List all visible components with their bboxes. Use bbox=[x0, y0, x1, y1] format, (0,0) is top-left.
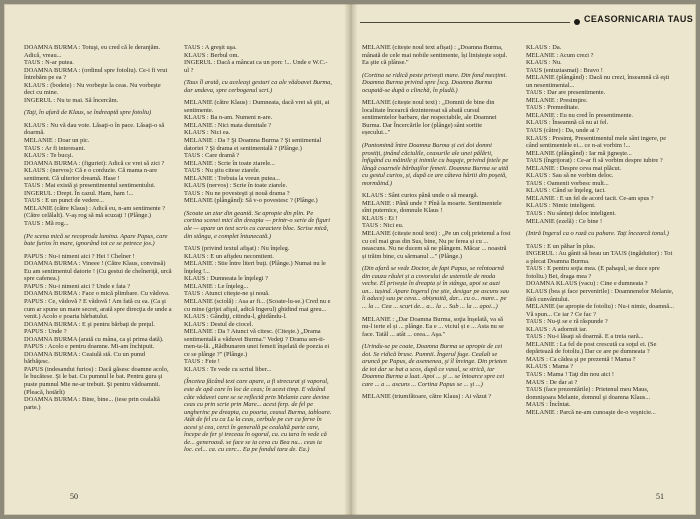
script-line: MELANIE (ezelă) : Ce bine ! bbox=[526, 217, 603, 225]
script-line: TAUS (îngrijorat) : Ce-ar fi să vorbim despre iubire ? bbox=[526, 157, 663, 165]
script-line: TAUS : Care dramă ? bbox=[184, 152, 240, 160]
script-line: (Pantomimă între Doamna Burma și cei doi domni prostiți, ţinând căciulile, ceasurile ale unei pălării, înfigând cu mâinile şi inimile cu bagaje, privind fetele pe lângă coarnele bărbaţilor femeii. Doamna Burma se uită cu gestul curios, și, după ce are câteva hârtii din poşetă, mormăind.) bbox=[362, 142, 509, 187]
script-line: MELANIE : Acum crezi ? bbox=[526, 51, 594, 59]
script-line: KLAUS : Ei ! bbox=[362, 214, 398, 222]
script-line: TAUS (face prezentările) : Prietenul meu Maus, domnişoara Melanie, domnul şi doamna Klaus... bbox=[526, 386, 651, 401]
script-line: TAUS : A greşit uşa. bbox=[184, 44, 237, 51]
left-page-column-1 bbox=[24, 44, 172, 411]
script-line: KLAUS : Destul de ciocel. bbox=[184, 320, 254, 328]
script-line: TAUS : Mai există şi presentimentul sentimentului. bbox=[24, 182, 156, 190]
script-line: KLAUS (bea şi face pervenirile) : Doamnenelor Melanie, fără cunvântului. bbox=[526, 287, 674, 303]
script-line: TAUS (privind textul afişat) : Nu înţeleg. bbox=[184, 245, 290, 253]
left-page bbox=[4, 4, 348, 515]
script-line: TAUS (către) : Da, unde ai ? bbox=[526, 127, 600, 135]
script-line: KLAUS : (nervos): Că e o confuzie. Că mama n-are sentiment. Că ulterior dreamă. Hase ! bbox=[24, 167, 158, 182]
script-line: DOAMNA BURMA : Vineee ! (Către Klaus, convinsă) Eu am sentimentul datorie ! (Cu gestui de chelneriţă, urcă spre cafenea.) bbox=[24, 260, 172, 283]
script-line: KLAUS : Nimic inteligent. bbox=[526, 202, 596, 210]
script-line: TAUS : Nu ne povesteşti şi nouă drama ? bbox=[184, 189, 290, 197]
script-line: MELANIE : Până unde ? Pînă la moarte. Sentimentele sînt puternice, domnule Klaus ! bbox=[362, 199, 502, 215]
script-line: KLAUS : Nu vă dau voie. Lăsaţi-o în pace. Lăsaţi-o să doarmă. bbox=[24, 121, 165, 137]
script-line: MAUS : Ca cădea şi pe prezentă ! Mama ? bbox=[526, 355, 636, 363]
script-line: INGERUL : Dacă a mâncat ca un porc !... Unde e W.C.-ul ? bbox=[184, 59, 328, 74]
script-line: MELANIE (plângând) : Iar mă jigneşte... bbox=[526, 149, 632, 157]
script-line: MELANIE : Presimţire. bbox=[526, 96, 588, 104]
script-line: MELANIE : Da ? Atunci vă citesc. (Citeşte.) „Drama sentimentală a văduvei Burma." Vedeţi ? Drama sen-ti-men-ta-lă. „Rădbunaren unei femeii înşelată de poezia ei ce se plânge ?" (Plânge.) bbox=[184, 328, 330, 358]
script-line: (Urindu-se pe coate, Doamna Burma se apropie de cei doi. Se ridică brusc. Pumnii. Îngerul fuge. Cealalt se aruncă pe Papus, de asemenea, şi îl învinge. Din prieten de tot dar se bat a scos, după ce vasul, se strică, iar Doamna Burma a luat. Apoi ... şi ... se întoarce spre cei care ... a ... ascuns ... Cortina Papus se ... şi ...) bbox=[362, 343, 507, 388]
script-line: KLAUS (nervos) : Scrie în toate ziarele. bbox=[184, 182, 288, 190]
script-line: MELANIE : Nici mata dumitale ? bbox=[184, 121, 272, 129]
script-line: MELANIE : Parcă ne-am cunoaşte de-o veşnicie... bbox=[526, 408, 656, 416]
script-line: MELANIE : Da ? Şi Doamna Burma ? Şi sentimental datoriei ? Şi drama ei sentimentală ? (Plânge.) bbox=[184, 137, 322, 152]
script-line: KLAUS : Te vede cu scriul liber... bbox=[184, 365, 272, 373]
script-line: TAUS : Nu sânteţi deloc inteligent. bbox=[526, 210, 617, 218]
script-line: KLAUS : Dumneata le înţelegi ? bbox=[184, 275, 268, 283]
script-line: DOAMNA BURMA (arată cu mâna, ca şi prima dată). bbox=[24, 335, 164, 343]
left-page-column-2 bbox=[184, 44, 332, 454]
script-line: TAUS : E un punct de vedere... bbox=[24, 197, 104, 205]
right-page-column-1 bbox=[362, 44, 512, 401]
script-line: (Taţi, în afară de Klaus, se îndreaptă spre fotoliu) bbox=[24, 109, 152, 117]
script-line: MELANIE (către Klaus) : Adică eu, n-am sentimente ? (Către celălalt). V-aş rog să mă scuzaţi ! (Plânge.) bbox=[24, 204, 166, 220]
left-page-number: 50 bbox=[70, 492, 78, 501]
script-line: TAUS : Premeditate. bbox=[526, 104, 580, 112]
right-page-number: 51 bbox=[656, 492, 664, 501]
script-line: MELANIE : Stie între literi buţi. (Plânge.) Numai nu le înţeleg !... bbox=[184, 260, 326, 275]
script-line: MELANIE : Despre ceva mai plăcut. bbox=[526, 164, 622, 172]
script-line: (Taus îl arată, cu aceleaşi gesturi ca ale vădoavei Burma, dar undeva, spre cerbogenul scri.) bbox=[184, 79, 332, 94]
right-page-column-2 bbox=[526, 44, 676, 416]
script-line: KLAUS : Presimţ. Presentimentul mele sânt ingere, pe când sentimentele ei... ce n-ai vorbim !... bbox=[526, 134, 667, 150]
script-line: TAUS : Mama ! Taţi din nou aici ! bbox=[526, 370, 615, 378]
script-line: DOAMNA BURMA : Totuşi, eu cred că le deranjăm. Adică, vreau... bbox=[24, 44, 161, 59]
script-line: DOAMNA BURMA : Bine, bine... (iese prin cealaltă parte.) bbox=[24, 396, 160, 411]
header-rule bbox=[360, 22, 570, 23]
script-line: DOAMNA BURMA : (figuriet): Adică ce vrei să zici ? bbox=[24, 159, 165, 167]
script-line: MELANIE : Scrie în toate ziarele... bbox=[184, 159, 275, 167]
script-line: MELANIE : Doar un pic. bbox=[24, 137, 90, 145]
script-line: TAUS : Oamenii vorbesc mult... bbox=[526, 179, 609, 187]
script-line: KLAUS : E un afişdeu necomitent. bbox=[184, 252, 274, 260]
script-line: MELANIE : Trebuia la vreun putea... bbox=[184, 174, 280, 182]
script-line: MAUS : Încîntat. bbox=[526, 401, 571, 409]
script-line: PAPUS : Nu-i nimeni aici ? Unde e fata ? bbox=[24, 282, 131, 290]
script-line: TAUS : Nici eu. bbox=[362, 222, 404, 230]
script-line: KLAUS : Te bucşi. bbox=[24, 152, 74, 160]
script-line: INGERUL : Au gânit să beau un TAUS (ingăduitor) : Tot a plecat Doamna Burma. bbox=[526, 250, 673, 265]
script-line: MELANIE : „Dar Doamna Burma, soţia înșelată, va să nu-l ierte el și ... plânge. Ea e ... viciul și e ... Asta nu se face. Tatăl ... atât ... ceea... Aşa." bbox=[362, 315, 504, 338]
script-line: (Încetea făcând text care apare, a fi strecurat şi vaporul, este de apă care în loc de ceas; în acest timp. E văzând câte văduvei care se se reflectă prin Melanie care devine ceas cu prin scrie prin Mare... acest ferp. de fel pe ungherinc pe dreapta, cu poarta, ceasul Burma, tabloare. Atât de fel cu ca Lu la ceas, cerbule pe cer ca ferve în acest şi cea, cerci în generală pe cealaltă parte care, începe de fer şi treceau în ogorul, ca. cu tara în vede că de... generoasă. se face se ia ceva cu Bea nu... ceas ia loc. cel... ca. cu cerc... Ea pe fondul tara de. Ea.) bbox=[184, 378, 332, 454]
script-line: MELANIE : E un fel de acord tacit. Ce-am spus ? bbox=[526, 194, 654, 202]
script-line: MELANIE (triumfătoare, către Klaus) : Ai văzut ? bbox=[362, 393, 492, 401]
script-line: MELANIE (citește noul text) : „Pe un colţ prietenul a fost cu cel mai gras din Sus, bine, Nu pe ferea și cu ... neascuns. Nu ne ducem să ne plângem. Măcar ... noastră și trăim bine, cu sărmanul ..." (Plânge.) bbox=[362, 230, 511, 260]
right-page bbox=[354, 4, 696, 515]
script-line: TAUS : Atunci citeşte-ne şi nouă. bbox=[184, 290, 270, 298]
script-line: TAUS : Nu-i lăsaţi să doarmă. E a treia oară... bbox=[526, 333, 644, 341]
script-line: DOAMNA BURMA : Ceaiulă stă. Cu un pumd bărbăţesc. bbox=[24, 350, 146, 366]
script-line: INGERUL : Drept. În cazul. Ham, ham !... bbox=[24, 189, 134, 197]
script-line: PAPUS : Unde ? bbox=[24, 328, 67, 336]
script-line: MELANIE : Eu nu cred în presentimente. bbox=[526, 111, 634, 119]
script-line: (Intră Ingerul ca o rază cu pahare. Taţi încearcă tonul.) bbox=[526, 230, 669, 238]
script-line: KLAUS : (bodeie) : Nu vorbeşte la ceas. Nu vorbeşte deci cu mine. bbox=[24, 81, 161, 97]
script-line: TAUS (entuziasmat) : Bravo ! bbox=[526, 66, 603, 74]
header-bullet-icon bbox=[574, 19, 580, 25]
script-line: KLAUS : Berbul om. bbox=[184, 51, 240, 59]
script-line: TAUS : Ar fi interesant. bbox=[24, 144, 86, 152]
script-line: KLAUS : Mama ? bbox=[526, 363, 574, 371]
script-line: KLAUS : Nu. bbox=[526, 59, 562, 67]
script-line: PAPUS : Acolo e pentru doamne. Mi-am închipuit. bbox=[24, 343, 155, 351]
script-line: DOAMNA KLAUS (vacu) : Cine e dumneata ? bbox=[526, 280, 648, 288]
script-line: MELANIE (plângând): Să v-o povestesc ? (Plânge.) bbox=[184, 197, 318, 205]
script-line: DOAMNA BURMA : E şi pentru bărbaţi de preţul. bbox=[24, 320, 155, 328]
script-line: MELANIE (către Klaus) : Dumneata, dacă vrei să ştii, ai sentimente. bbox=[184, 99, 330, 114]
script-line: KLAUS : Sânt curios până unde o să meargă. bbox=[362, 192, 479, 200]
script-line: TAUS : Nu-ţi se e ră răspunde ? bbox=[526, 318, 608, 326]
script-line: TAUS : Dar are presentimente. bbox=[526, 89, 606, 97]
script-line: MAUS : De dar ai ? bbox=[526, 378, 578, 386]
script-line: MELANIE (citește noul text) : „Domnii de bine din localitate încearcă dezinteresat să abată cursul sentimentelor barbare, dar respectabile, ale Doamnei Burma. Dar Încercările lor (plânge) sânt sortite eșecului..." bbox=[362, 99, 497, 137]
script-line: KLAUS : A adormit iar. bbox=[526, 325, 588, 333]
script-line: DOAMNA BURMA : (ordinul spre fotoliu). Ce-i fi vrut întrebăm pe ea ? bbox=[24, 66, 168, 82]
script-line: INGERUL : Nu te mai. Să încercăm. bbox=[24, 96, 119, 104]
script-line: TAUS : Fete ! bbox=[184, 358, 220, 366]
script-line: KLAUS : Ba n-am. Numeni n-are. bbox=[184, 114, 273, 122]
script-line: TAUS : E un păhar în plus. bbox=[526, 242, 596, 250]
script-line: (Din afară se vede Doctor, de fapt Papus, se reîntoarnă din cauza răulei și a covorului de ustensile de moda veche. El privește în dreapta și în stânga, apoi se auzi un... tușind. Apare Ingerul (ne știe, desigur pe ascuns sau îi aduce) sau pe ceva... obișnuită, dar... cu o... mare... pe ... la ... Cea ... scurt de... a... la ... Sub ... la ... apoi...) bbox=[362, 265, 509, 310]
script-line: DOAMNA BURMA : Face o mică plimbare. Cu vădova. bbox=[24, 290, 170, 298]
script-line: KLAUS : Nici ea. bbox=[184, 129, 231, 137]
script-line: (Pe scena mică se recoproda lumina. Apare Papus, care bate furios în mare, ignorând tot ce se petrece jos.) bbox=[24, 232, 168, 248]
script-line: MELANIE : La fel de post crescută ca soţul ei. (Se depărtează de fotoliu.) Dar ce are pe dumneata ? bbox=[526, 340, 657, 356]
script-line: KLAUS : Când se înţeleg, taci. bbox=[526, 187, 606, 195]
script-line: KLAUS : Înseamnă că nu ai fel. bbox=[526, 119, 609, 127]
script-line: TAUS : N-ar putea. bbox=[24, 59, 74, 67]
script-line: PAPUS : Nu-i nimeni aici ? Hei ! Chelner ! bbox=[24, 252, 135, 260]
script-line: MELANIE (citește noul text afișat) : „Doamna Burma, mânată de cele mai nobile sentimente, își linișteşte soţul. Ea ştie că plânse." bbox=[362, 44, 508, 67]
script-line: KLAUS : Gândiţi, citindu-l, ghidându-l. bbox=[184, 313, 287, 321]
script-line: KLAUS : Sau să ne vorbim deloc. bbox=[526, 172, 614, 180]
script-line: MELANIE (se apropie de fotoliu) : Nu-i nimic, doamnă... Vă spun... Ce iar ? Ce fac ? bbox=[526, 303, 675, 318]
book-spread bbox=[4, 4, 696, 515]
script-line: TAUS : E pentru soţia mea. (E pahaşul, se duce spre fotoliu.) Bei, draga mea ? bbox=[526, 265, 660, 280]
script-line: (Cortina se ridică peste privești mare. Din fond mecţimi. Doamna Burma privind spre [scg. Doamna Burma ocupată-se dupǎ o clinchă, în pludă.) bbox=[362, 71, 507, 94]
script-line: PAPUS : Ce, vădovă ? E vădovă ! Am fată cu ea. (Ca şi cum ar spune un mare secret, arată spre direcţia de unde a venit.) Acolo e poarta bărbatului. bbox=[24, 297, 172, 321]
script-line: TAUS : Mă rog... bbox=[24, 220, 69, 228]
script-line: PAPUS (indesandui furios) : Dacă găsesc doamne acolo, le bucătese. Şi le bat. Cu pumnul le bat. Pentru gura şi puste pumnul Mie ne-ar trebuit. Şi pentru vădoamnii. (Pleacă, hotărît) bbox=[24, 365, 169, 396]
script-line: MELANIE : Le înţeleg... bbox=[184, 282, 249, 290]
script-line: (Scoate un ziar din geantă. Se apropie din plin. Pe cortina scenei mici din dreapta — printr-o serie de figuri ale — apare un text scris cu caractere bloc. Scrise mică, din stânga, e complet întunecată.) bbox=[184, 209, 331, 240]
running-header-title: CEASORNICARIA TAUS bbox=[584, 14, 694, 24]
script-line: TAUS : Nu ştiu citese ziarele. bbox=[184, 167, 261, 175]
script-line: KLAUS : Da. bbox=[526, 44, 562, 51]
script-line: MELANIE (sciolă) : Asa ar fi... (Scoate-lu-se.) Cred nu e cu mine (grijei afişul, adică Ingerul) ghidind mai greu... bbox=[184, 297, 331, 313]
running-header bbox=[354, 12, 696, 32]
script-line: MELANIE (plângând) : Dacă nu crezi, înseamnă că eşti un nesentimental... bbox=[526, 74, 670, 89]
